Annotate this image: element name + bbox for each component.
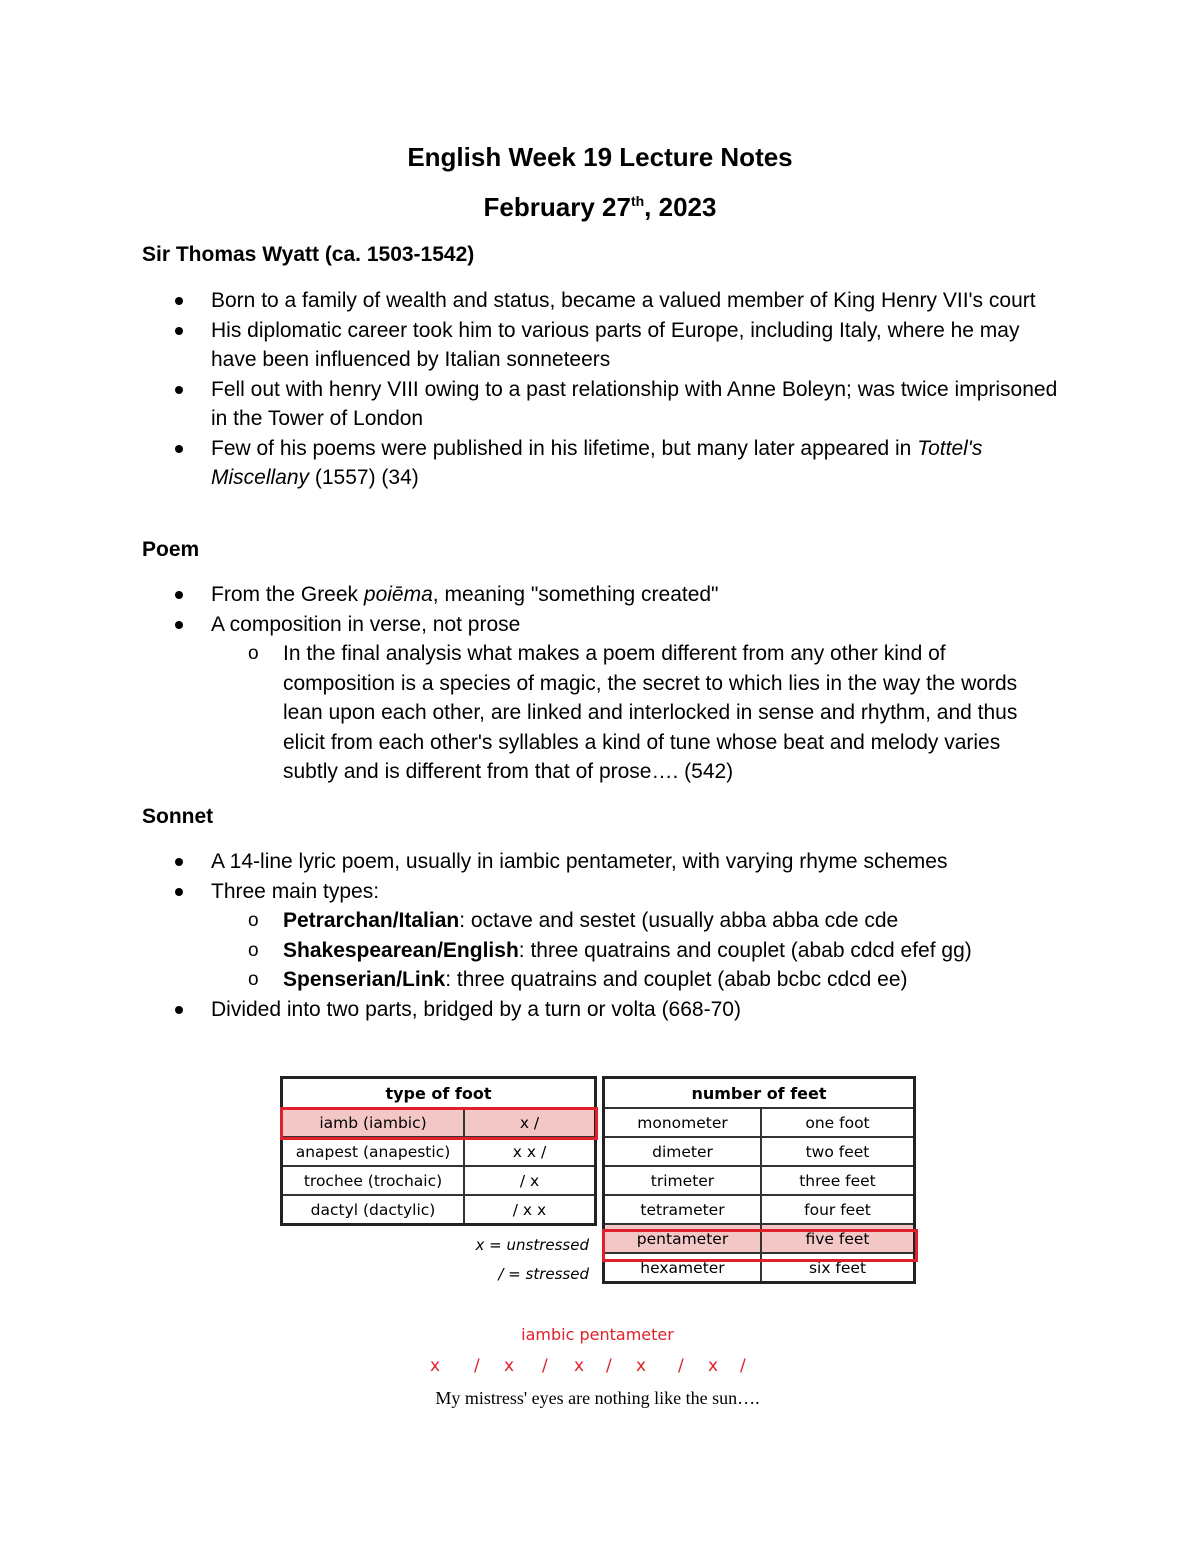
scansion-mark: x (708, 1356, 719, 1376)
scansion-mark: / (542, 1356, 548, 1376)
book-title: Tottel's Miscellany (211, 436, 983, 489)
greek-term: poiēma (363, 583, 433, 606)
meter-name: hexameter (604, 1253, 762, 1283)
date-suffix: , 2023 (644, 192, 717, 222)
section-heading-wyatt: Sir Thomas Wyatt (ca. 1503-1542) (142, 243, 475, 266)
list-item: Born to a family of wealth and status, became a valued member of King Henry VII's court (170, 286, 1060, 316)
list-item (170, 580, 1060, 610)
feet-count-table (602, 1076, 916, 1284)
feet-count: four feet (761, 1195, 915, 1224)
sonnet-bullet-list (170, 847, 1070, 1024)
type-name: Shakespearean/English (283, 938, 519, 962)
feet-count: five feet (761, 1224, 915, 1253)
foot-type-table (280, 1076, 597, 1226)
table-row (604, 1166, 915, 1195)
foot-name: iamb (iambic) (282, 1108, 465, 1137)
list-item (170, 877, 1070, 995)
bullet-text-end: , meaning "something created" (432, 583, 719, 606)
table-header: type of foot (282, 1078, 596, 1109)
meter-name: tetrameter (604, 1195, 762, 1224)
list-item: His diplomatic career took him to various parts of Europe, including Italy, where he may have been influenced by Italian sonneteers (170, 316, 1060, 375)
sonnet-types-list (211, 906, 1070, 995)
feet-count: one foot (761, 1108, 915, 1137)
scansion-mark: / (740, 1356, 746, 1376)
bullet-text: Three main types: (211, 879, 380, 903)
legend-unstressed: x = unstressed (475, 1236, 589, 1254)
scansion-mark: x (636, 1356, 647, 1376)
table-row (604, 1195, 915, 1224)
scansion-mark: x (430, 1356, 441, 1376)
scansion-mark: / (678, 1356, 684, 1376)
foot-pattern: x x / (464, 1137, 596, 1166)
bullet-text: Few of his poems were published in his lifetime, but many later appeared in (211, 436, 912, 460)
table-row (282, 1195, 596, 1225)
meter-name: pentameter (604, 1224, 762, 1253)
legend-stressed: / = stressed (498, 1265, 589, 1283)
sonnet-type-petrarchan (211, 906, 1070, 936)
type-desc: : octave and sestet (usually abba abba cde cde (459, 909, 899, 932)
table-row (282, 1108, 596, 1137)
foot-pattern: / x x (464, 1195, 596, 1225)
type-desc: : three quatrains and couplet (abab cdcd efef gg) (518, 938, 972, 962)
sonnet-type-shakespearean (211, 936, 1070, 966)
table-row (282, 1137, 596, 1166)
type-name: Spenserian/Link (283, 968, 446, 991)
foot-pattern: / x (464, 1166, 596, 1195)
scansion-mark: / (474, 1356, 480, 1376)
bullet-text: A composition in verse, not prose (211, 612, 521, 636)
feet-count: three feet (761, 1166, 915, 1195)
meter-name: monometer (604, 1108, 762, 1137)
list-item (170, 610, 1060, 787)
table-row (604, 1137, 915, 1166)
date-prefix: February 27 (483, 192, 631, 222)
scansion-mark: x (504, 1356, 515, 1376)
poem-bullet-list (170, 580, 1060, 787)
table-row (604, 1253, 915, 1283)
scansion-mark: x (574, 1356, 585, 1376)
bullet-text: From the Greek (211, 583, 364, 606)
verse-line: My mistress' eyes are nothing like the sun…. (435, 1388, 760, 1408)
poem-sub-list (211, 639, 1060, 787)
foot-name: trochee (trochaic) (282, 1166, 465, 1195)
foot-pattern: x / (464, 1108, 596, 1137)
type-desc: : three quatrains and couplet (abab bcbc cdcd ee) (445, 968, 908, 991)
section-heading-sonnet: Sonnet (142, 805, 214, 828)
foot-name: dactyl (dactylic) (282, 1195, 465, 1225)
type-name: Petrarchan/Italian (283, 909, 460, 932)
wyatt-bullet-list (170, 286, 1060, 493)
feet-count: two feet (761, 1137, 915, 1166)
list-item: A 14-line lyric poem, usually in iambic pentameter, with varying rhyme schemes (170, 847, 1070, 877)
foot-name: anapest (anapestic) (282, 1137, 465, 1166)
quote-item: o In the final analysis what makes a poem different from any other kind of composition is a species of magic, the secret to which lies in the way the words lean upon each other, are linked and interlocked in sense and rhythm, and thus elicit from each other's syllables a kind of tune whose beat and melody varies subtly and is different from that of prose…. (542) (211, 639, 1060, 787)
iambic-title: iambic pentameter (521, 1325, 674, 1344)
table-header: number of feet (604, 1078, 915, 1109)
table-row (604, 1108, 915, 1137)
meter-name: dimeter (604, 1137, 762, 1166)
list-item: Fell out with henry VIII owing to a past relationship with Anne Boleyn; was twice imprisoned in the Tower of London (170, 375, 1060, 434)
scansion-marks (430, 1356, 790, 1380)
sonnet-type-spenserian (211, 965, 1070, 995)
section-heading-poem: Poem (142, 538, 200, 561)
table-row (282, 1166, 596, 1195)
table-row (604, 1224, 915, 1253)
feet-count: six feet (761, 1253, 915, 1283)
page-date (0, 190, 1200, 224)
scansion-mark: / (606, 1356, 612, 1376)
meter-tables (280, 1076, 920, 1296)
page-title: English Week 19 Lecture Notes (407, 142, 793, 172)
list-item (170, 434, 1060, 493)
date-superscript: th (630, 193, 645, 209)
list-item: Divided into two parts, bridged by a turn or volta (668-70) (170, 995, 1070, 1025)
meter-name: trimeter (604, 1166, 762, 1195)
bullet-text-end: (1557) (34) (309, 466, 419, 489)
